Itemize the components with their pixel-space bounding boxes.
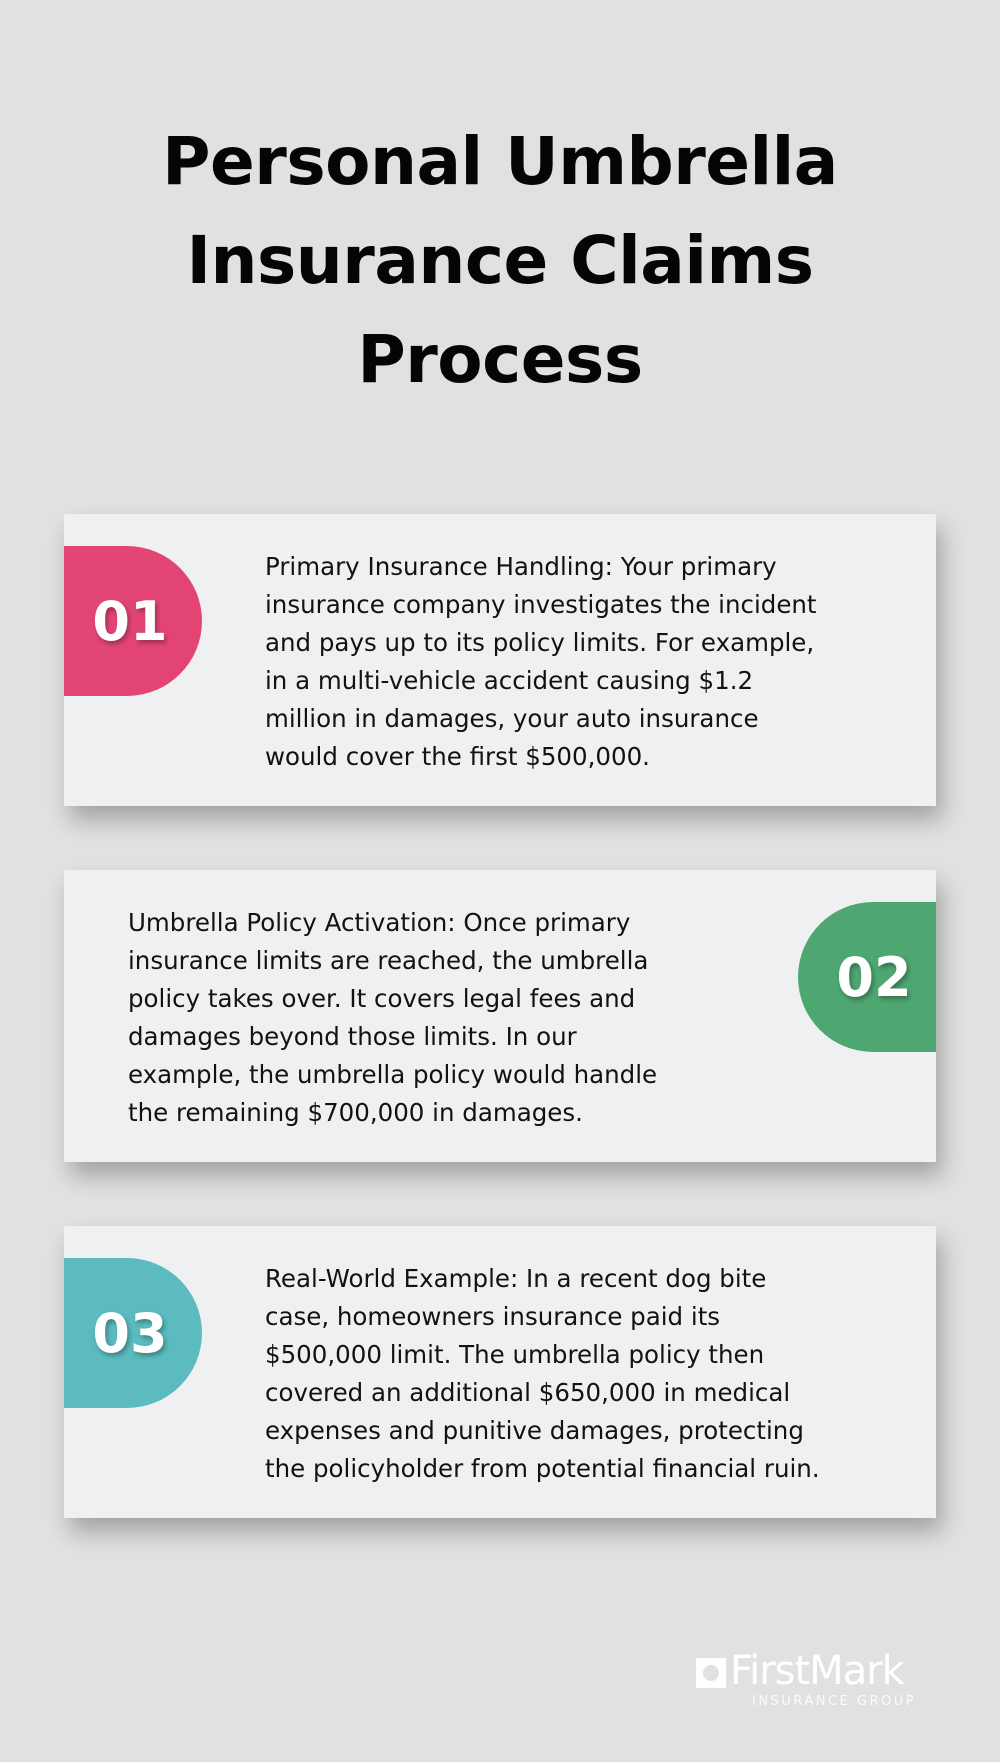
text-line: the remaining $700,000 in damages. [128,1098,583,1127]
text-line: the policyholder from potential financial ruin. [265,1454,820,1483]
title-line-1: Personal Umbrella [162,123,838,200]
text-line: covered an additional $650,000 in medical [265,1378,791,1407]
step-card-2 [64,870,936,1162]
step-number: 03 [92,1301,168,1365]
step-description-1 [265,548,817,776]
text-line: Umbrella Policy Activation: Once primary [128,908,631,937]
title-line-3: Process [357,321,643,398]
step-description-3 [265,1260,820,1488]
text-line: in a multi-vehicle accident causing $1.2 [265,666,754,695]
brand-name: FirstMark [730,1648,904,1694]
step-number-badge-2 [798,902,936,1052]
text-line: policy takes over. It covers legal fees and [128,984,636,1013]
step-number-badge-1 [64,546,202,696]
text-line: and pays up to its policy limits. For example, [265,628,815,657]
step-number-badge-3 [64,1258,202,1408]
title-line-2: Insurance Claims [186,222,814,299]
brand-logo [696,1648,936,1714]
text-line: damages beyond those limits. In our [128,1022,577,1051]
text-line: $500,000 limit. The umbrella policy then [265,1340,765,1369]
page-title [0,112,1000,409]
text-line: Primary Insurance Handling: Your primary [265,552,777,581]
text-line: expenses and punitive damages, protecting [265,1416,804,1445]
text-line: case, homeowners insurance paid its [265,1302,721,1331]
text-line: Real-World Example: In a recent dog bite [265,1264,767,1293]
text-line: insurance limits are reached, the umbrella [128,946,649,975]
brand-tagline: INSURANCE GROUP [752,1694,917,1709]
square-logo-icon [696,1658,726,1688]
step-card-3 [64,1226,936,1518]
text-line: example, the umbrella policy would handle [128,1060,658,1089]
step-card-1 [64,514,936,806]
text-line: insurance company investigates the incident [265,590,817,619]
text-line: would cover the first $500,000. [265,742,650,771]
step-description-2 [128,904,657,1132]
step-number: 01 [92,589,168,653]
text-line: million in damages, your auto insurance [265,704,759,733]
step-number: 02 [836,945,912,1009]
